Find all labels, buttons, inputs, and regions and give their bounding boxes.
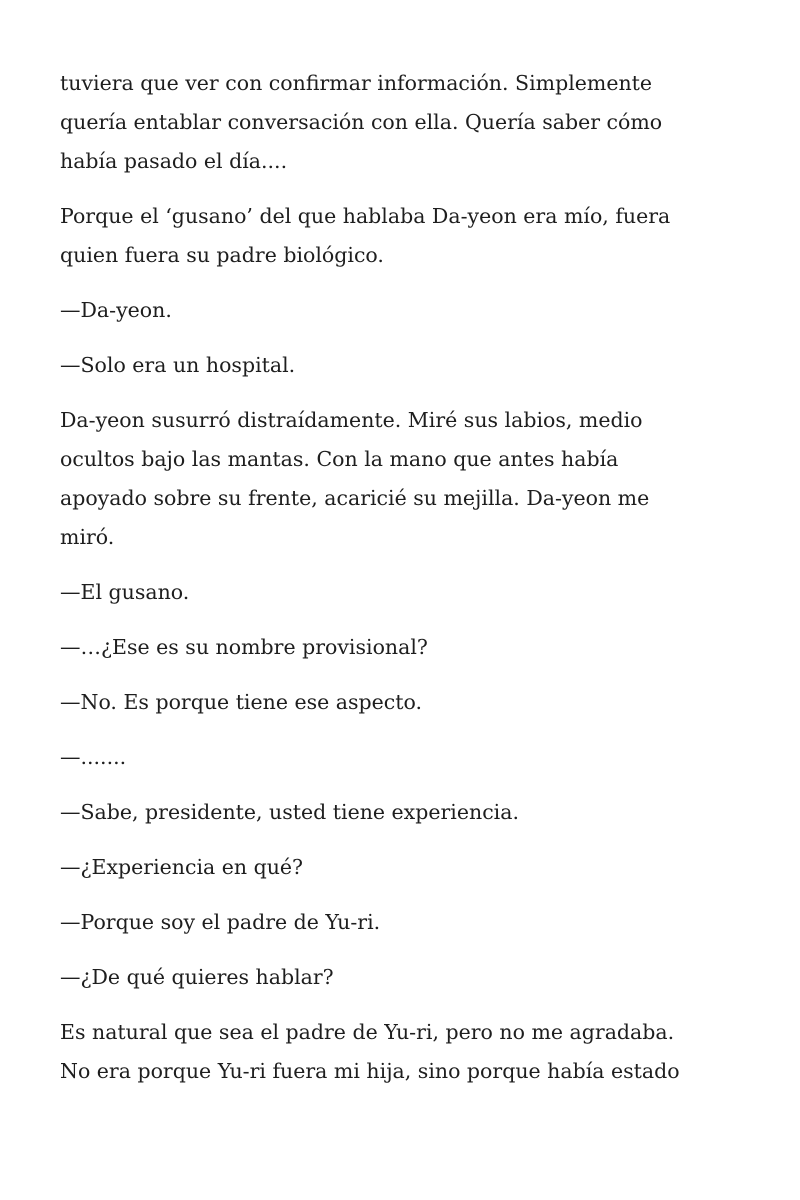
dialogue-line: —Sabe, presidente, usted tiene experiencia. [60,800,519,824]
reader-page [60,64,760,1107]
dialogue-line: —¿De qué quieres hablar? [60,965,334,989]
paragraph: Porque el ‘gusano’ del que hablaba Da-yeon era mío, fuera quien fuera su padre biológico. [60,204,671,267]
dialogue-line: —Da-yeon. [60,298,172,322]
dialogue-line: —Porque soy el padre de Yu-ri. [60,910,381,934]
paragraph: tuviera que ver con confirmar información. Simplemente quería entablar conversación con ella. Quería saber cómo había pasado el día.... [60,71,663,173]
dialogue-line: —El gusano. [60,580,190,604]
dialogue-line: —....... [60,745,127,769]
dialogue-line: —Solo era un hospital. [60,353,296,377]
paragraph: Da-yeon susurró distraídamente. Miré sus labios, medio ocultos bajo las mantas. Con la mano que antes había apoyado sobre su frente, acaricié su mejilla. Da-yeon me miró. [60,408,650,549]
dialogue-line: —No. Es porque tiene ese aspecto. [60,690,422,714]
dialogue-line: —…¿Ese es su nombre provisional? [60,635,428,659]
dialogue-line: —¿Experiencia en qué? [60,855,304,879]
paragraph: Es natural que sea el padre de Yu-ri, pero no me agradaba. No era porque Yu-ri fuera mi hija, sino porque había estado [60,1020,680,1083]
